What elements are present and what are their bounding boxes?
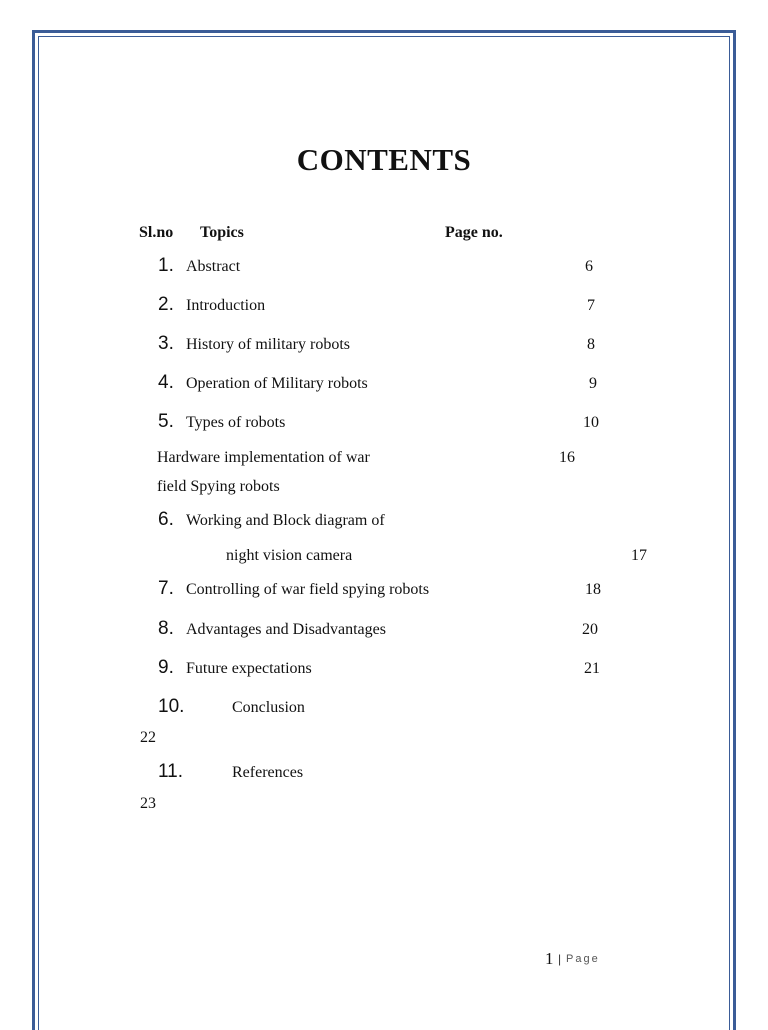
toc-page: 16	[559, 449, 575, 466]
toc-topic-line2: night vision camera	[226, 547, 353, 564]
toc-page: 23	[140, 795, 156, 812]
toc-number: 5.	[158, 411, 174, 432]
toc-number: 6.	[158, 509, 174, 530]
toc-page: 18	[585, 581, 601, 598]
toc-topic: Advantages and Disadvantages	[186, 621, 386, 638]
toc-page: 8	[587, 336, 595, 353]
toc-topic: Controlling of war field spying robots	[186, 581, 430, 598]
toc-topic: References	[232, 764, 304, 781]
toc-page: 6	[585, 258, 593, 275]
toc-topic: Conclusion	[232, 699, 305, 716]
toc-number: 10.	[158, 696, 185, 717]
toc-number: 9.	[158, 657, 174, 678]
page-border-inner	[38, 36, 730, 1030]
toc-page: 22	[140, 729, 156, 746]
toc-topic-line1: Hardware implementation of war	[157, 449, 370, 466]
toc-page: 17	[631, 547, 647, 564]
toc-number: 1.	[158, 255, 174, 276]
toc-page: 9	[589, 375, 597, 392]
page-title: CONTENTS	[296, 142, 472, 177]
toc-topic-line2: field Spying robots	[157, 478, 280, 495]
toc-page: 10	[583, 414, 599, 431]
toc-page: 20	[582, 621, 598, 638]
toc-number: 8.	[158, 618, 174, 639]
toc-topic: Future expectations	[186, 660, 312, 677]
header-slno: Sl.no	[139, 224, 174, 241]
toc-topic: Introduction	[186, 297, 266, 314]
toc-page: 7	[587, 297, 595, 314]
toc-topic: Operation of Military robots	[186, 375, 368, 392]
toc-topic-line1: Working and Block diagram of	[186, 512, 385, 529]
header-topics: Topics	[200, 224, 244, 241]
footer-page-number: 1	[545, 949, 554, 968]
toc-number: 3.	[158, 333, 174, 354]
toc-number: 7.	[158, 578, 174, 599]
toc-topic: Abstract	[186, 258, 241, 275]
footer-separator: |	[558, 952, 562, 966]
toc-topic: Types of robots	[186, 414, 286, 431]
toc-number: 4.	[158, 372, 174, 393]
toc-number: 11.	[158, 761, 184, 782]
toc-topic: History of military robots	[186, 336, 350, 353]
toc-number: 2.	[158, 294, 174, 315]
footer-page-label: Page	[566, 953, 600, 965]
header-page-no: Page no.	[445, 224, 503, 241]
toc-page: 21	[584, 660, 600, 677]
